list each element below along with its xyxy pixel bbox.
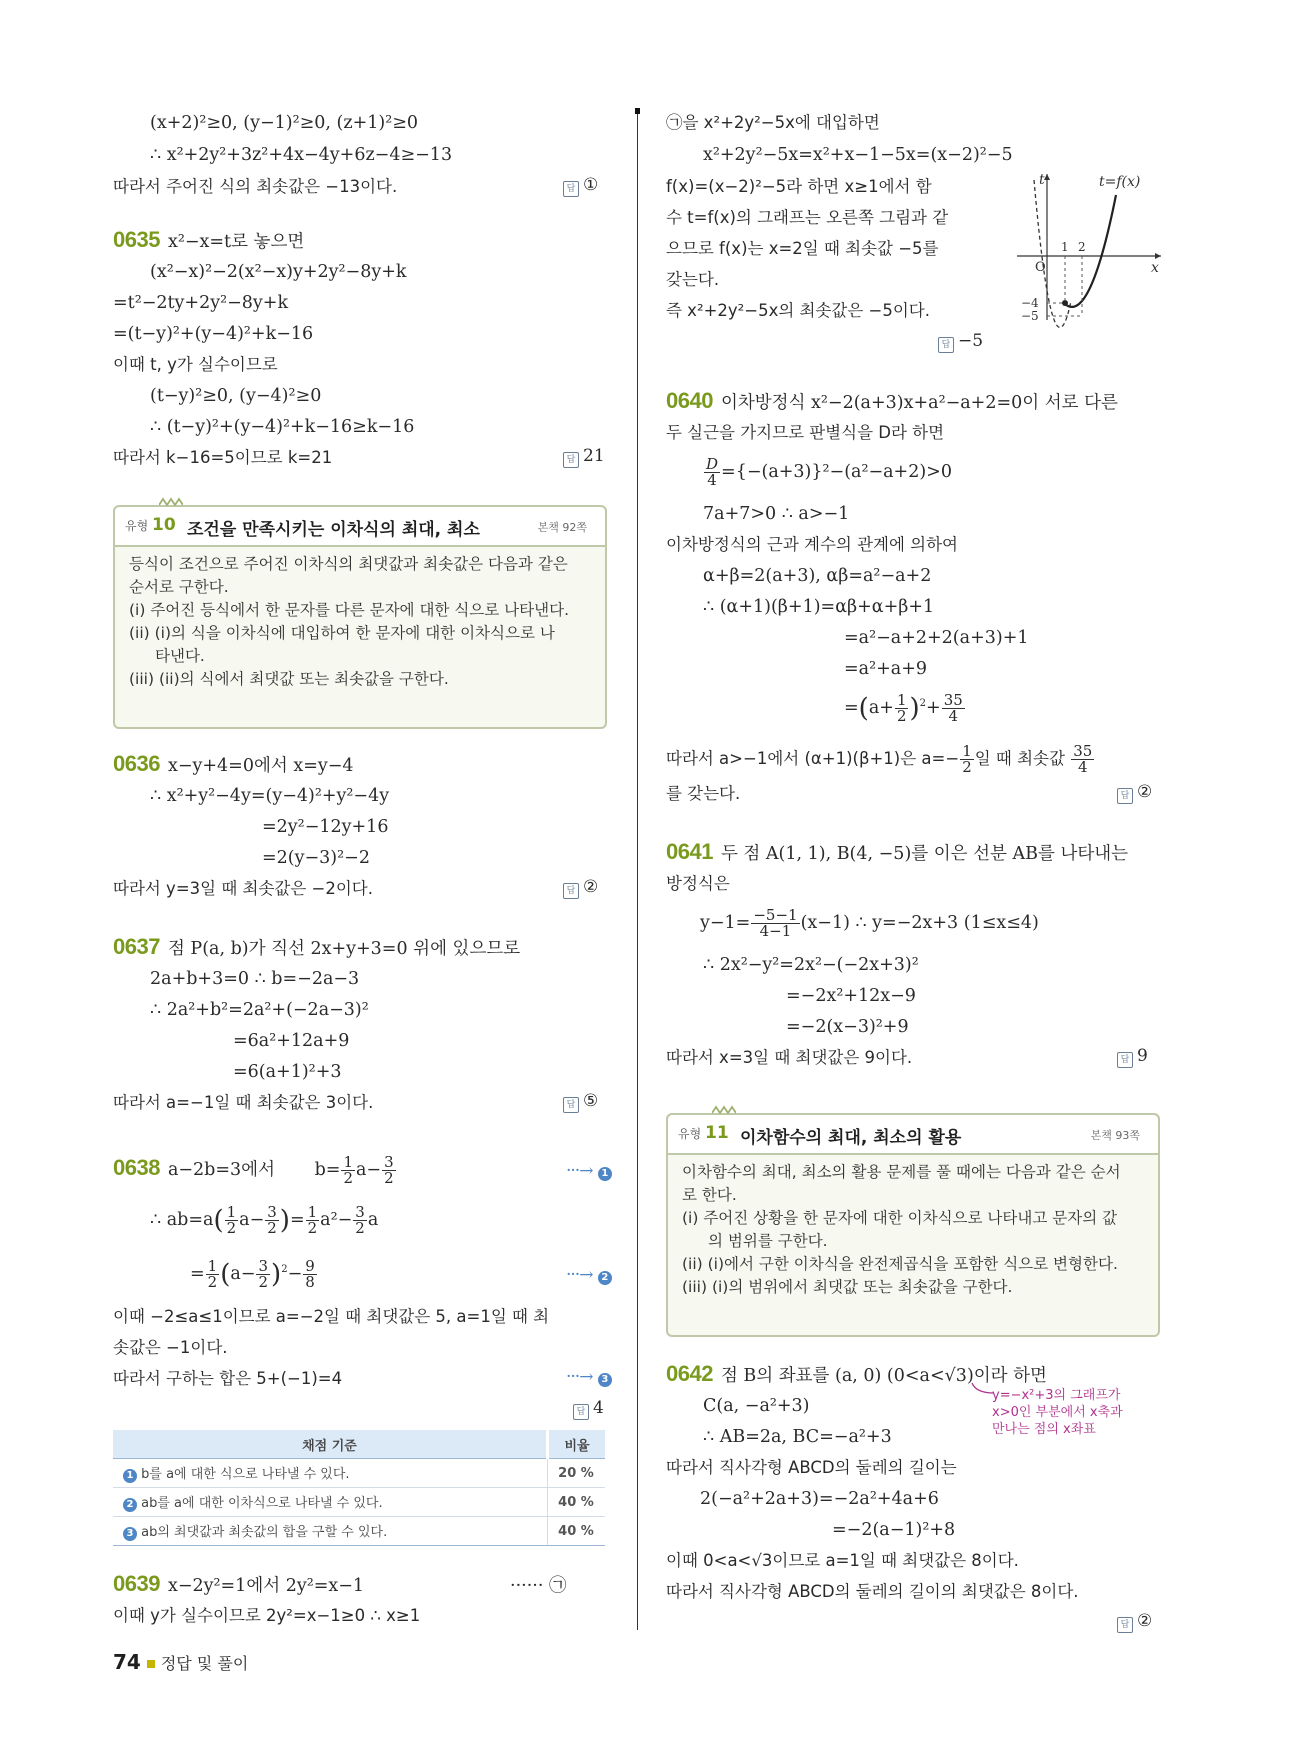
p0640-line-4: 이차방정식의 근과 계수의 관계에 의하여	[666, 535, 958, 554]
column-divider-top-mark	[635, 108, 640, 114]
p0636-line-3: =2(y−3)²−2	[262, 848, 370, 868]
p0640-line-3: 7a+7>0 ∴ a>−1	[703, 504, 850, 524]
p0638-line-2: ∴ ab=a( $\frac{1}{2}$ a− $\frac{3}{2}$ )= $\frac{1}{2}$ a²− $\frac{3}{2}$ a	[150, 1203, 379, 1237]
step-marker-1: ···→ 1	[566, 1161, 612, 1181]
topic-title: 이차함수의 최대, 최소의 활용	[740, 1128, 962, 1148]
p0641-line-3: ∴ 2x²−y²=2x²−(−2x+3)²	[703, 955, 919, 975]
answer-icon: 답	[573, 1404, 589, 1420]
p0641-line-6: 따라서 x=3일 때 최댓값은 9이다.	[666, 1048, 913, 1067]
grading-header-criteria: 채점 기준	[113, 1430, 548, 1459]
p0642-line-1: C(a, −a²+3)	[703, 1396, 810, 1416]
fraction: $\frac{1}{2}$	[207, 1257, 218, 1291]
problem-0641: 0641 두 점 A(1, 1), B(4, −5)를 이은 선분 AB를 나타내는	[666, 839, 1129, 864]
fraction: $\frac{-5-1}{4-1}$	[753, 906, 798, 940]
fraction: $\frac{3}{2}$	[258, 1257, 269, 1291]
p0637-line-5: 따라서 a=−1일 때 최솟값은 3이다.	[113, 1093, 374, 1112]
p0640-line-11: 를 갖는다.	[666, 784, 741, 803]
grading-table	[113, 1430, 605, 1546]
zigzag-icon	[159, 497, 183, 507]
p0635-line-5: (t−y)²≥0, (y−4)²≥0	[150, 386, 322, 406]
topic-ref: 본책 93쪽	[1090, 1129, 1140, 1142]
origin-label: O	[1035, 260, 1046, 275]
fraction: $\frac{3}{2}$	[384, 1153, 394, 1187]
x-axis-arrow-icon	[1155, 253, 1161, 259]
p0635-line-1: (x²−x)²−2(x²−x)y+2y²−8y+k	[150, 262, 407, 282]
grading-row: 2 ab를 a에 대한 이차식으로 나타낼 수 있다. 40 %	[113, 1488, 605, 1517]
answer-0636: 답 ②	[563, 877, 598, 899]
right-cont-line-2: x²+2y²−5x=x²+x−1−5x=(x−2)²−5	[703, 145, 1013, 165]
x-axis-label: x	[1151, 260, 1159, 276]
grading-row: 1 b를 a에 대한 식으로 나타낼 수 있다. 20 %	[113, 1459, 605, 1488]
topic-tag: 유형 11	[678, 1123, 729, 1143]
fraction: $\frac{3}{2}$	[355, 1203, 365, 1237]
p0636-line-1: ∴ x²+y²−4y=(y−4)²+y²−4y	[150, 786, 390, 806]
p0638-line-4: 이때 −2≤a≤1이므로 a=−2일 때 최댓값은 5, a=1일 때 최	[113, 1307, 550, 1326]
parabola-curve	[1065, 195, 1116, 307]
problem-0637: 0637 점 P(a, b)가 직선 2x+y+3=0 위에 있으므로	[113, 934, 521, 959]
answer-icon: 답	[563, 181, 579, 197]
answer-icon: 답	[563, 1097, 579, 1113]
problem-number: 0641	[666, 839, 713, 864]
p0642-line-4: 2(−a²+2a+3)=−2a²+4a+6	[700, 1489, 939, 1509]
p0639-line-2: 이때 y가 실수이므로 2y²=x−1≥0 ∴ x≥1	[113, 1606, 421, 1625]
p0640-line-2: $\frac{D}{4}$ ={−(a+3)}²−(a²−a+2)>0	[706, 455, 952, 489]
answer-0641: 답 9	[1117, 1046, 1148, 1068]
p0640-line-1: 두 실근을 가지므로 판별식을 D라 하면	[666, 423, 945, 442]
problem-0636: 0636 x−y+4=0에서 x=y−4	[113, 751, 354, 776]
p0641-line-4: =−2x²+12x−9	[786, 986, 916, 1006]
problem-number: 0642	[666, 1361, 713, 1386]
grading-row: 3 ab의 최댓값과 최솟값의 합을 구할 수 있다. 40 %	[113, 1517, 605, 1546]
answer-0642: 답 ②	[1117, 1611, 1152, 1633]
problem-0640: 0640 이차방정식 x²−2(a+3)x+a²−a+2=0이 서로 다른	[666, 388, 1118, 413]
p0640-line-10: 따라서 a>−1에서 (α+1)(β+1)은 a=− $\frac{1}{2}$ 일 때 최솟값 $\frac{35}{4}$	[666, 742, 1093, 776]
problem-number: 0635	[113, 227, 160, 252]
note-pointer-icon	[970, 1381, 996, 1397]
answer-0634: 답 ①	[563, 175, 598, 197]
right-cont-line-7: 즉 x²+2y²−5x의 최솟값은 −5이다.	[666, 301, 930, 320]
fraction: $\frac{1}{2}$	[226, 1203, 237, 1237]
p0641-line-1: 방정식은	[666, 874, 730, 893]
p0641-line-2: y−1= $\frac{-5-1}{4-1}$ (x−1) ∴ y=−2x+3 (1≤x≤4)	[700, 906, 1039, 940]
problem-number: 0639	[113, 1571, 160, 1596]
topic-10-body: 등식이 조건으로 주어진 이차식의 최댓값과 최솟값은 다음과 같은 순서로 구한다. (i) 주어진 등식에서 한 문자를 다른 문자에 대한 식으로 나타낸다. (ii) (i)의 식을 이차식에 대입하여 한 문자에 대한 이차식으로 나 타낸다. (iii) (ii)의 식에서 최댓값 또는 최솟값을 구한다.	[129, 555, 569, 688]
answer-icon: 답	[938, 337, 954, 353]
fraction: $\frac{35}{4}$	[1073, 742, 1093, 776]
grading-header-ratio: 비율	[548, 1430, 606, 1459]
tick-x-2: 2	[1078, 240, 1086, 254]
p0636-line-2: =2y²−12y+16	[262, 817, 389, 837]
step-marker-3: ···→ 3	[566, 1367, 612, 1387]
zigzag-icon	[712, 1105, 736, 1115]
problem-number: 0637	[113, 934, 160, 959]
problem-0635: 0635 x²−x=t로 놓으면	[113, 227, 305, 252]
answer-0640: 답 ②	[1117, 782, 1152, 804]
t-axis-label: t	[1039, 172, 1045, 188]
fraction: $\frac{9}{8}$	[305, 1257, 315, 1291]
p0640-line-8: =a²+a+9	[844, 659, 928, 679]
fraction: $\frac{1}{2}$	[343, 1153, 353, 1187]
p0640-line-5: α+β=2(a+3), αβ=a²−a+2	[703, 566, 932, 586]
tick-x-1: 1	[1061, 240, 1069, 254]
p0642-line-3: 따라서 직사각형 ABCD의 둘레의 길이는	[666, 1458, 957, 1477]
column-divider	[637, 110, 638, 1630]
t-axis-arrow-icon	[1044, 174, 1050, 180]
page-number: 74	[113, 1650, 141, 1674]
page-footer	[113, 1650, 248, 1674]
answer-icon: 답	[1117, 1617, 1133, 1633]
p0640-line-7: =a²−a+2+2(a+3)+1	[844, 628, 1029, 648]
right-cont-line-6: 갖는다.	[666, 270, 720, 289]
footer-label: 정답 및 풀이	[160, 1654, 249, 1673]
p0641-line-5: =−2(x−3)²+9	[786, 1017, 909, 1037]
fraction: $\frac{1}{2}$	[896, 691, 907, 725]
answer-0637: 답 ⑤	[563, 1091, 598, 1113]
fraction: $\frac{D}{4}$	[706, 455, 719, 489]
topic-10-box	[113, 505, 607, 729]
answer-icon: 답	[1117, 788, 1133, 804]
p0642-line-6: 이때 0<a<√3이므로 a=1일 때 최댓값은 8이다.	[666, 1551, 1019, 1570]
problem-0642: 0642 점 B의 좌표를 (a, 0) (0<a<√3)이라 하면	[666, 1361, 1047, 1386]
right-cont-line-3: f(x)=(x−2)²−5라 하면 x≥1에서 함	[666, 177, 932, 196]
p0637-line-2: ∴ 2a²+b²=2a²+(−2a−3)²	[150, 1000, 369, 1020]
problem-number: 0638	[113, 1155, 160, 1180]
answer-icon: 답	[1117, 1052, 1133, 1068]
grading-header-row	[113, 1430, 605, 1459]
answer-0635: 답 21	[563, 446, 605, 468]
topic-10-header	[115, 507, 605, 547]
fraction: $\frac{1}{2}$	[962, 742, 972, 776]
p0637-line-3: =6a²+12a+9	[233, 1031, 350, 1051]
answer-0638: 답 4	[573, 1398, 604, 1420]
topic-11-box	[666, 1113, 1160, 1337]
p0638-line-5: 솟값은 −1이다.	[113, 1338, 228, 1357]
topic-title: 조건을 만족시키는 이차식의 최대, 최소	[187, 520, 480, 540]
topic-tag: 유형 10	[125, 515, 176, 535]
fraction: $\frac{1}{2}$	[307, 1203, 318, 1237]
p0640-line-9: =(a+ $\frac{1}{2}$ )$^2$+ $\frac{35}{4}$	[844, 691, 963, 725]
func-label: t=f(x)	[1099, 174, 1141, 190]
topic-ref: 본책 92쪽	[537, 521, 587, 534]
p0635-line-3: =(t−y)²+(y−4)²+k−16	[113, 324, 314, 344]
p0636-line-4: 따라서 y=3일 때 최솟값은 −2이다.	[113, 879, 373, 898]
fraction: $\frac{3}{2}$	[267, 1203, 277, 1237]
p0635-line-6: ∴ (t−y)²+(y−4)²+k−16≥k−16	[150, 417, 415, 437]
problem-0638: 0638 a−2b=3에서 b= $\frac{1}{2}$ a− $\frac{3}{2}$	[113, 1153, 394, 1187]
topic-11-header	[668, 1115, 1158, 1155]
parabola-graph	[1015, 170, 1165, 330]
step-marker-2: ···→ 2	[566, 1265, 612, 1285]
p0642-line-5: =−2(a−1)²+8	[832, 1520, 956, 1540]
left-line-3: 따라서 주어진 식의 최솟값은 −13이다.	[113, 177, 398, 196]
p0639-mark: ······ ㉠	[510, 1576, 567, 1596]
right-cont-line-4: 수 t=f(x)의 그래프는 오른쪽 그림과 같	[666, 208, 949, 227]
p0640-line-6: ∴ (α+1)(β+1)=αβ+α+β+1	[703, 597, 935, 617]
p0638-line-6: 따라서 구하는 합은 5+(−1)=4	[113, 1369, 343, 1388]
right-cont-line-5: 으므로 f(x)는 x=2일 때 최솟값 −5를	[666, 239, 939, 258]
p0642-line-7: 따라서 직사각형 ABCD의 둘레의 길이의 최댓값은 8이다.	[666, 1582, 1079, 1601]
left-line-2: ∴ x²+2y²+3z²+4x−4y+6z−4≥−13	[150, 145, 453, 165]
footer-square-icon	[147, 1660, 155, 1668]
p0635-line-7: 따라서 k−16=5이므로 k=21	[113, 448, 333, 467]
tick-t-neg4: −4	[1021, 296, 1039, 310]
p0635-line-4: 이때 t, y가 실수이므로	[113, 355, 278, 374]
answer-icon: 답	[563, 452, 579, 468]
p0642-side-note: y=−x²+3의 그래프가 x>0인 부분에서 x축과 만나는 점의 x좌표	[992, 1388, 1123, 1437]
p0637-line-1: 2a+b+3=0 ∴ b=−2a−3	[150, 969, 360, 989]
problem-number: 0636	[113, 751, 160, 776]
problem-0639: 0639 x−2y²=1에서 2y²=x−1	[113, 1571, 365, 1596]
p0638-line-3: = $\frac{1}{2}$ (a− $\frac{3}{2}$ )$^2$− $\frac{9}{8}$	[190, 1257, 315, 1291]
p0635-line-2: =t²−2ty+2y²−8y+k	[113, 293, 289, 313]
fraction: $\frac{35}{4}$	[943, 691, 963, 725]
tick-t-neg5: −5	[1021, 309, 1039, 323]
p0637-line-4: =6(a+1)²+3	[233, 1062, 342, 1082]
answer-0639: 답 −5	[938, 331, 983, 353]
problem-number: 0640	[666, 388, 713, 413]
left-line-1: (x+2)²≥0, (y−1)²≥0, (z+1)²≥0	[150, 113, 419, 133]
topic-11-body: 이차함수의 최대, 최소의 활용 문제를 풀 때에는 다음과 같은 순서 로 한다. (i) 주어진 상황을 한 문자에 대한 이차식으로 나타내고 문자의 값 의 범위를 구한다. (ii) (i)에서 구한 이차식을 완전제곱식을 포함한 식으로 변형한다. (iii) (i)의 범위에서 최댓값 또는 최솟값을 구한다.	[682, 1163, 1121, 1296]
p0642-line-2: ∴ AB=2a, BC=−a²+3	[703, 1427, 892, 1447]
right-cont-line-1: ㉠을 x²+2y²−5x에 대입하면	[666, 113, 880, 132]
answer-icon: 답	[563, 883, 579, 899]
